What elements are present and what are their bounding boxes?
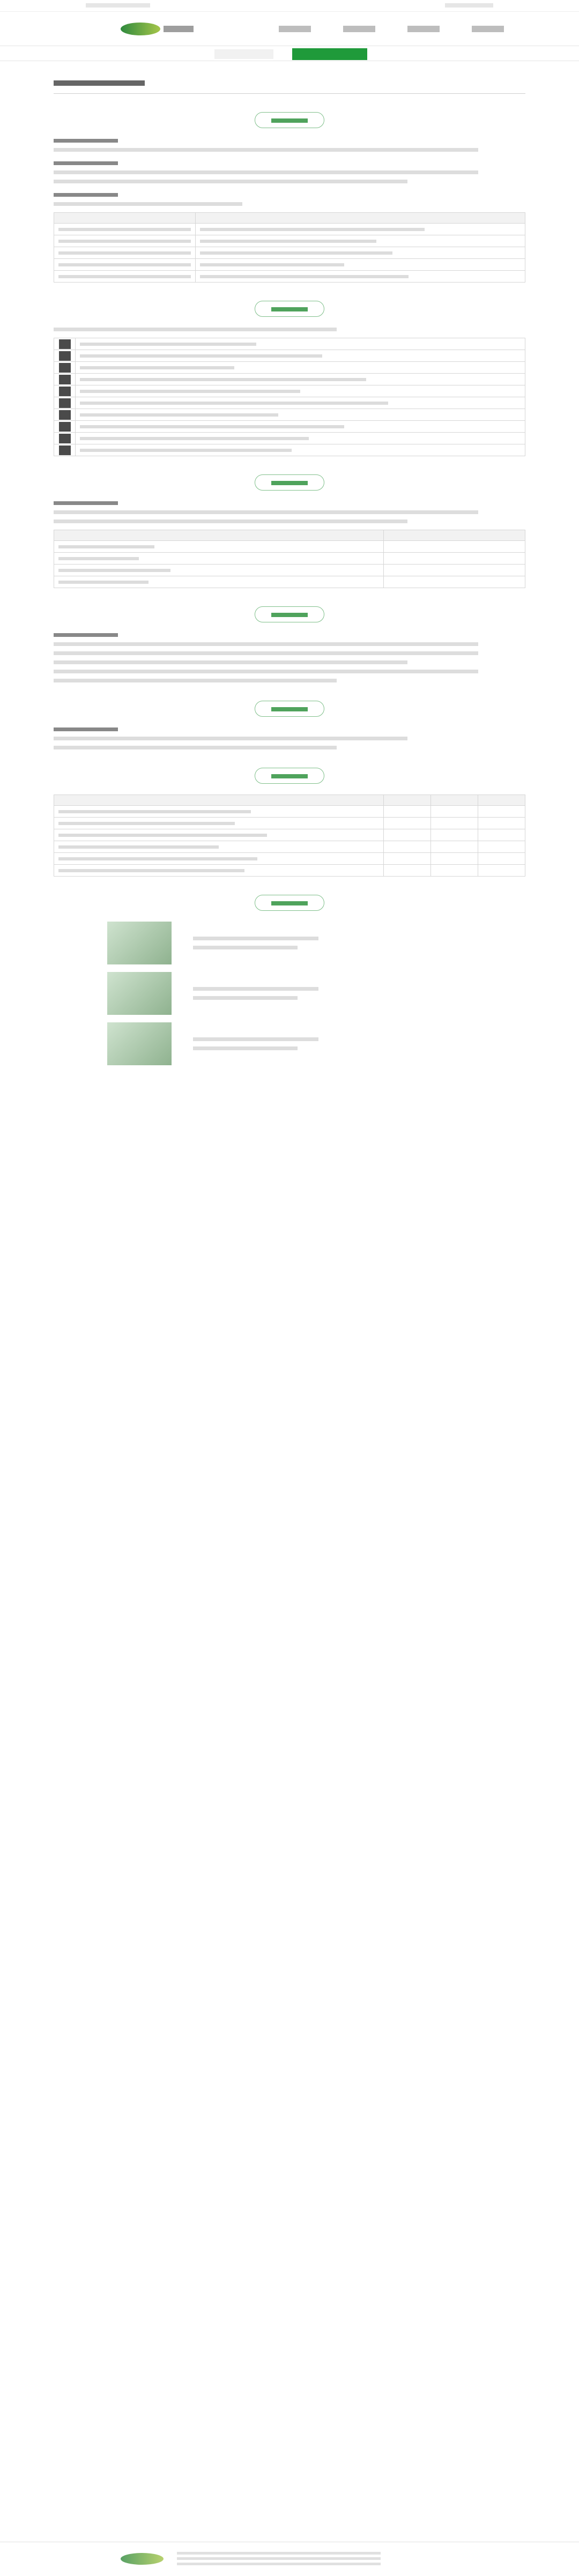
table-header-row [54, 530, 525, 541]
table-row [54, 853, 525, 865]
paragraph-line [54, 328, 337, 331]
subheading [54, 727, 118, 731]
paragraph-line [54, 148, 478, 152]
video-item[interactable] [107, 922, 525, 964]
data-table [54, 795, 525, 877]
top-bar-right-links[interactable] [445, 3, 493, 8]
table-row [54, 433, 525, 444]
section-heading-pill [255, 768, 324, 784]
table-row [54, 421, 525, 433]
nav-item-1[interactable] [279, 26, 311, 32]
section-heading-pill [255, 474, 324, 491]
video-thumbnail[interactable] [107, 972, 172, 1015]
table-row [54, 541, 525, 553]
section-heading-pill [255, 112, 324, 128]
table-row [54, 397, 525, 409]
paragraph-line [54, 202, 242, 206]
subheading [54, 139, 118, 143]
video-item[interactable] [107, 1022, 525, 1065]
numbered-table [54, 338, 525, 456]
table-header-row [54, 795, 525, 806]
paragraph-line [54, 510, 478, 514]
site-footer [0, 2542, 579, 2576]
paragraph-line [54, 737, 407, 740]
sub-tab-inactive[interactable] [214, 49, 273, 59]
paragraph-line [54, 519, 407, 523]
section-heading-pill [255, 895, 324, 911]
table-row [54, 350, 525, 362]
table-header-row [54, 213, 525, 224]
footer-logo [121, 2553, 164, 2565]
table-row [54, 259, 525, 271]
subheading [54, 501, 118, 505]
section-heading-pill [255, 301, 324, 317]
data-table [54, 212, 525, 283]
paragraph-line [54, 651, 478, 655]
table-row [54, 806, 525, 818]
table-row [54, 576, 525, 588]
site-logo-text[interactable] [164, 26, 194, 32]
page-title [54, 80, 145, 86]
sub-tab-active[interactable] [292, 48, 367, 60]
paragraph-line [54, 642, 478, 646]
top-bar-left-text[interactable] [86, 3, 150, 8]
footer-info [177, 2552, 381, 2567]
sub-tab-bar [0, 46, 579, 61]
paragraph-line [54, 679, 337, 682]
table-row [54, 374, 525, 385]
top-bar [0, 0, 579, 12]
paragraph-line [54, 170, 478, 174]
nav-item-3[interactable] [407, 26, 440, 32]
table-row [54, 271, 525, 283]
video-thumbnail[interactable] [107, 922, 172, 964]
paragraph-line [54, 180, 407, 183]
table-row [54, 338, 525, 350]
table-row [54, 409, 525, 421]
table-row [54, 224, 525, 235]
paragraph-line [54, 746, 337, 749]
table-row [54, 553, 525, 565]
paragraph-line [54, 660, 407, 664]
nav-item-4[interactable] [472, 26, 504, 32]
table-row [54, 865, 525, 877]
table-row [54, 362, 525, 374]
table-row [54, 385, 525, 397]
table-row [54, 444, 525, 456]
paragraph-line [54, 670, 478, 673]
nav-item-2[interactable] [343, 26, 375, 32]
subheading [54, 633, 118, 637]
table-row [54, 247, 525, 259]
table-row [54, 841, 525, 853]
table-row [54, 829, 525, 841]
main-content [54, 80, 525, 1065]
subheading [54, 193, 118, 197]
table-row [54, 235, 525, 247]
main-navigation [279, 26, 504, 32]
table-row [54, 818, 525, 829]
site-header [0, 12, 579, 46]
video-thumbnail[interactable] [107, 1022, 172, 1065]
title-divider [54, 93, 525, 94]
site-logo[interactable] [121, 23, 160, 35]
video-item[interactable] [107, 972, 525, 1015]
data-table [54, 530, 525, 588]
section-heading-pill [255, 606, 324, 622]
table-row [54, 565, 525, 576]
subheading [54, 161, 118, 165]
section-heading-pill [255, 701, 324, 717]
